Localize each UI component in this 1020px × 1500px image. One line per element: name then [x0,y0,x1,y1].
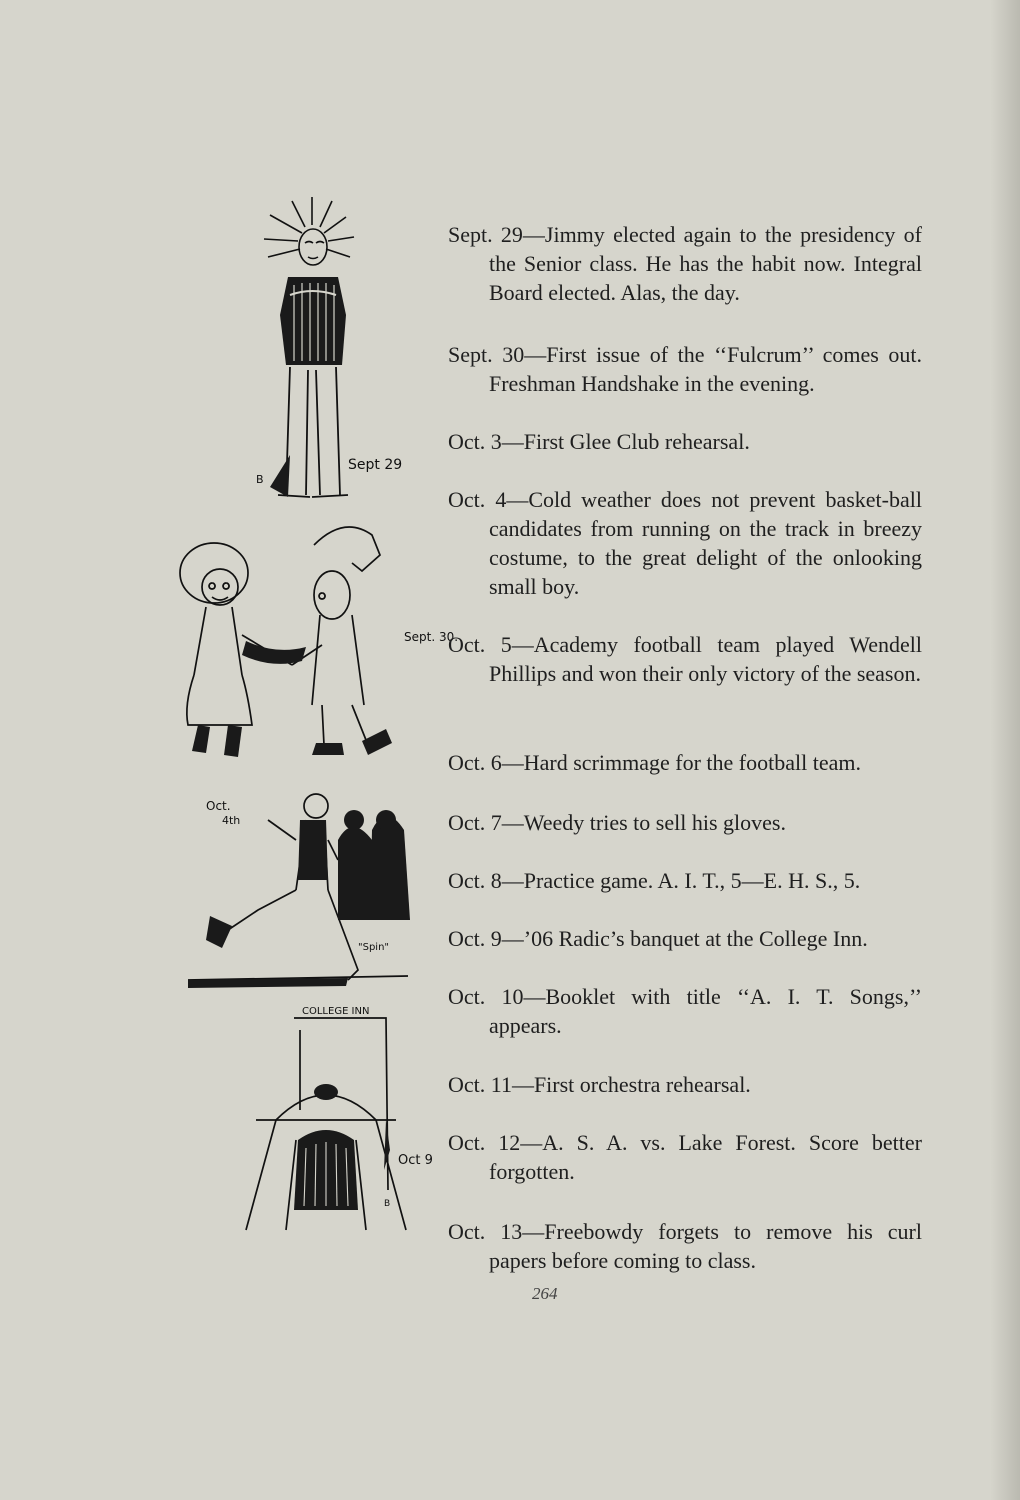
page-number: 264 [532,1284,558,1303]
entry-sept-30: Sept. 30—First issue of the ‘‘Fulcrum’’ comes out. Freshman Handshake in the evening. [448,342,922,396]
oct4-caption-spin: "Spin" [358,942,390,953]
entry-oct-3: Oct. 3—First Glee Club rehearsal. [448,429,750,454]
entry-oct-13: Oct. 13—Freebowdy forgets to remove his curl papers before coming to class. [448,1219,922,1273]
entry-oct-9: Oct. 9—’06 Radic’s banquet at the College Inn. [448,926,868,951]
entry-oct-10: Oct. 10—Booklet with title ‘‘A. I. T. Songs,’’ appears. [448,984,922,1038]
sept29-illustration [250,195,420,515]
entry-sept-29: Sept. 29—Jimmy elected again to the presidency of the Senior class. He has the habit now. Integral Board elected. Alas, the day. [448,222,922,305]
page-edge-shadow [990,0,1020,1500]
oct4-caption: Oct. [206,799,231,813]
sept29-caption: Sept 29 [348,457,403,473]
oct9-caption: Oct 9 [398,1153,433,1168]
sept29-initial: B [256,473,264,486]
sept30-caption: Sept. 30. [404,630,459,644]
oct4-caption-number: 4th [222,814,241,827]
entry-oct-6: Oct. 6—Hard scrimmage for the football team. [448,750,861,775]
entry-oct-11: Oct. 11—First orchestra rehearsal. [448,1072,751,1097]
entry-oct-5: Oct. 5—Academy football team played Wendell Phillips and won their only victory of the season. [448,632,922,686]
entry-oct-8: Oct. 8—Practice game. A. I. T., 5—E. H. S., 5. [448,868,861,893]
sept30-illustration [172,515,462,765]
college-inn-sign: COLLEGE INN [302,1006,370,1017]
entry-oct-12: Oct. 12—A. S. A. vs. Lake Forest. Score better forgotten. [448,1130,922,1184]
oct4-illustration [188,780,418,995]
oct9-initial: B [384,1199,391,1209]
oct9-illustration [236,1000,446,1250]
entry-oct-7: Oct. 7—Weedy tries to sell his gloves. [448,810,786,835]
entry-oct-4: Oct. 4—Cold weather does not prevent basket-ball candidates from running on the track in breezy costume, to the great delight of the onlooking small boy. [448,487,922,599]
